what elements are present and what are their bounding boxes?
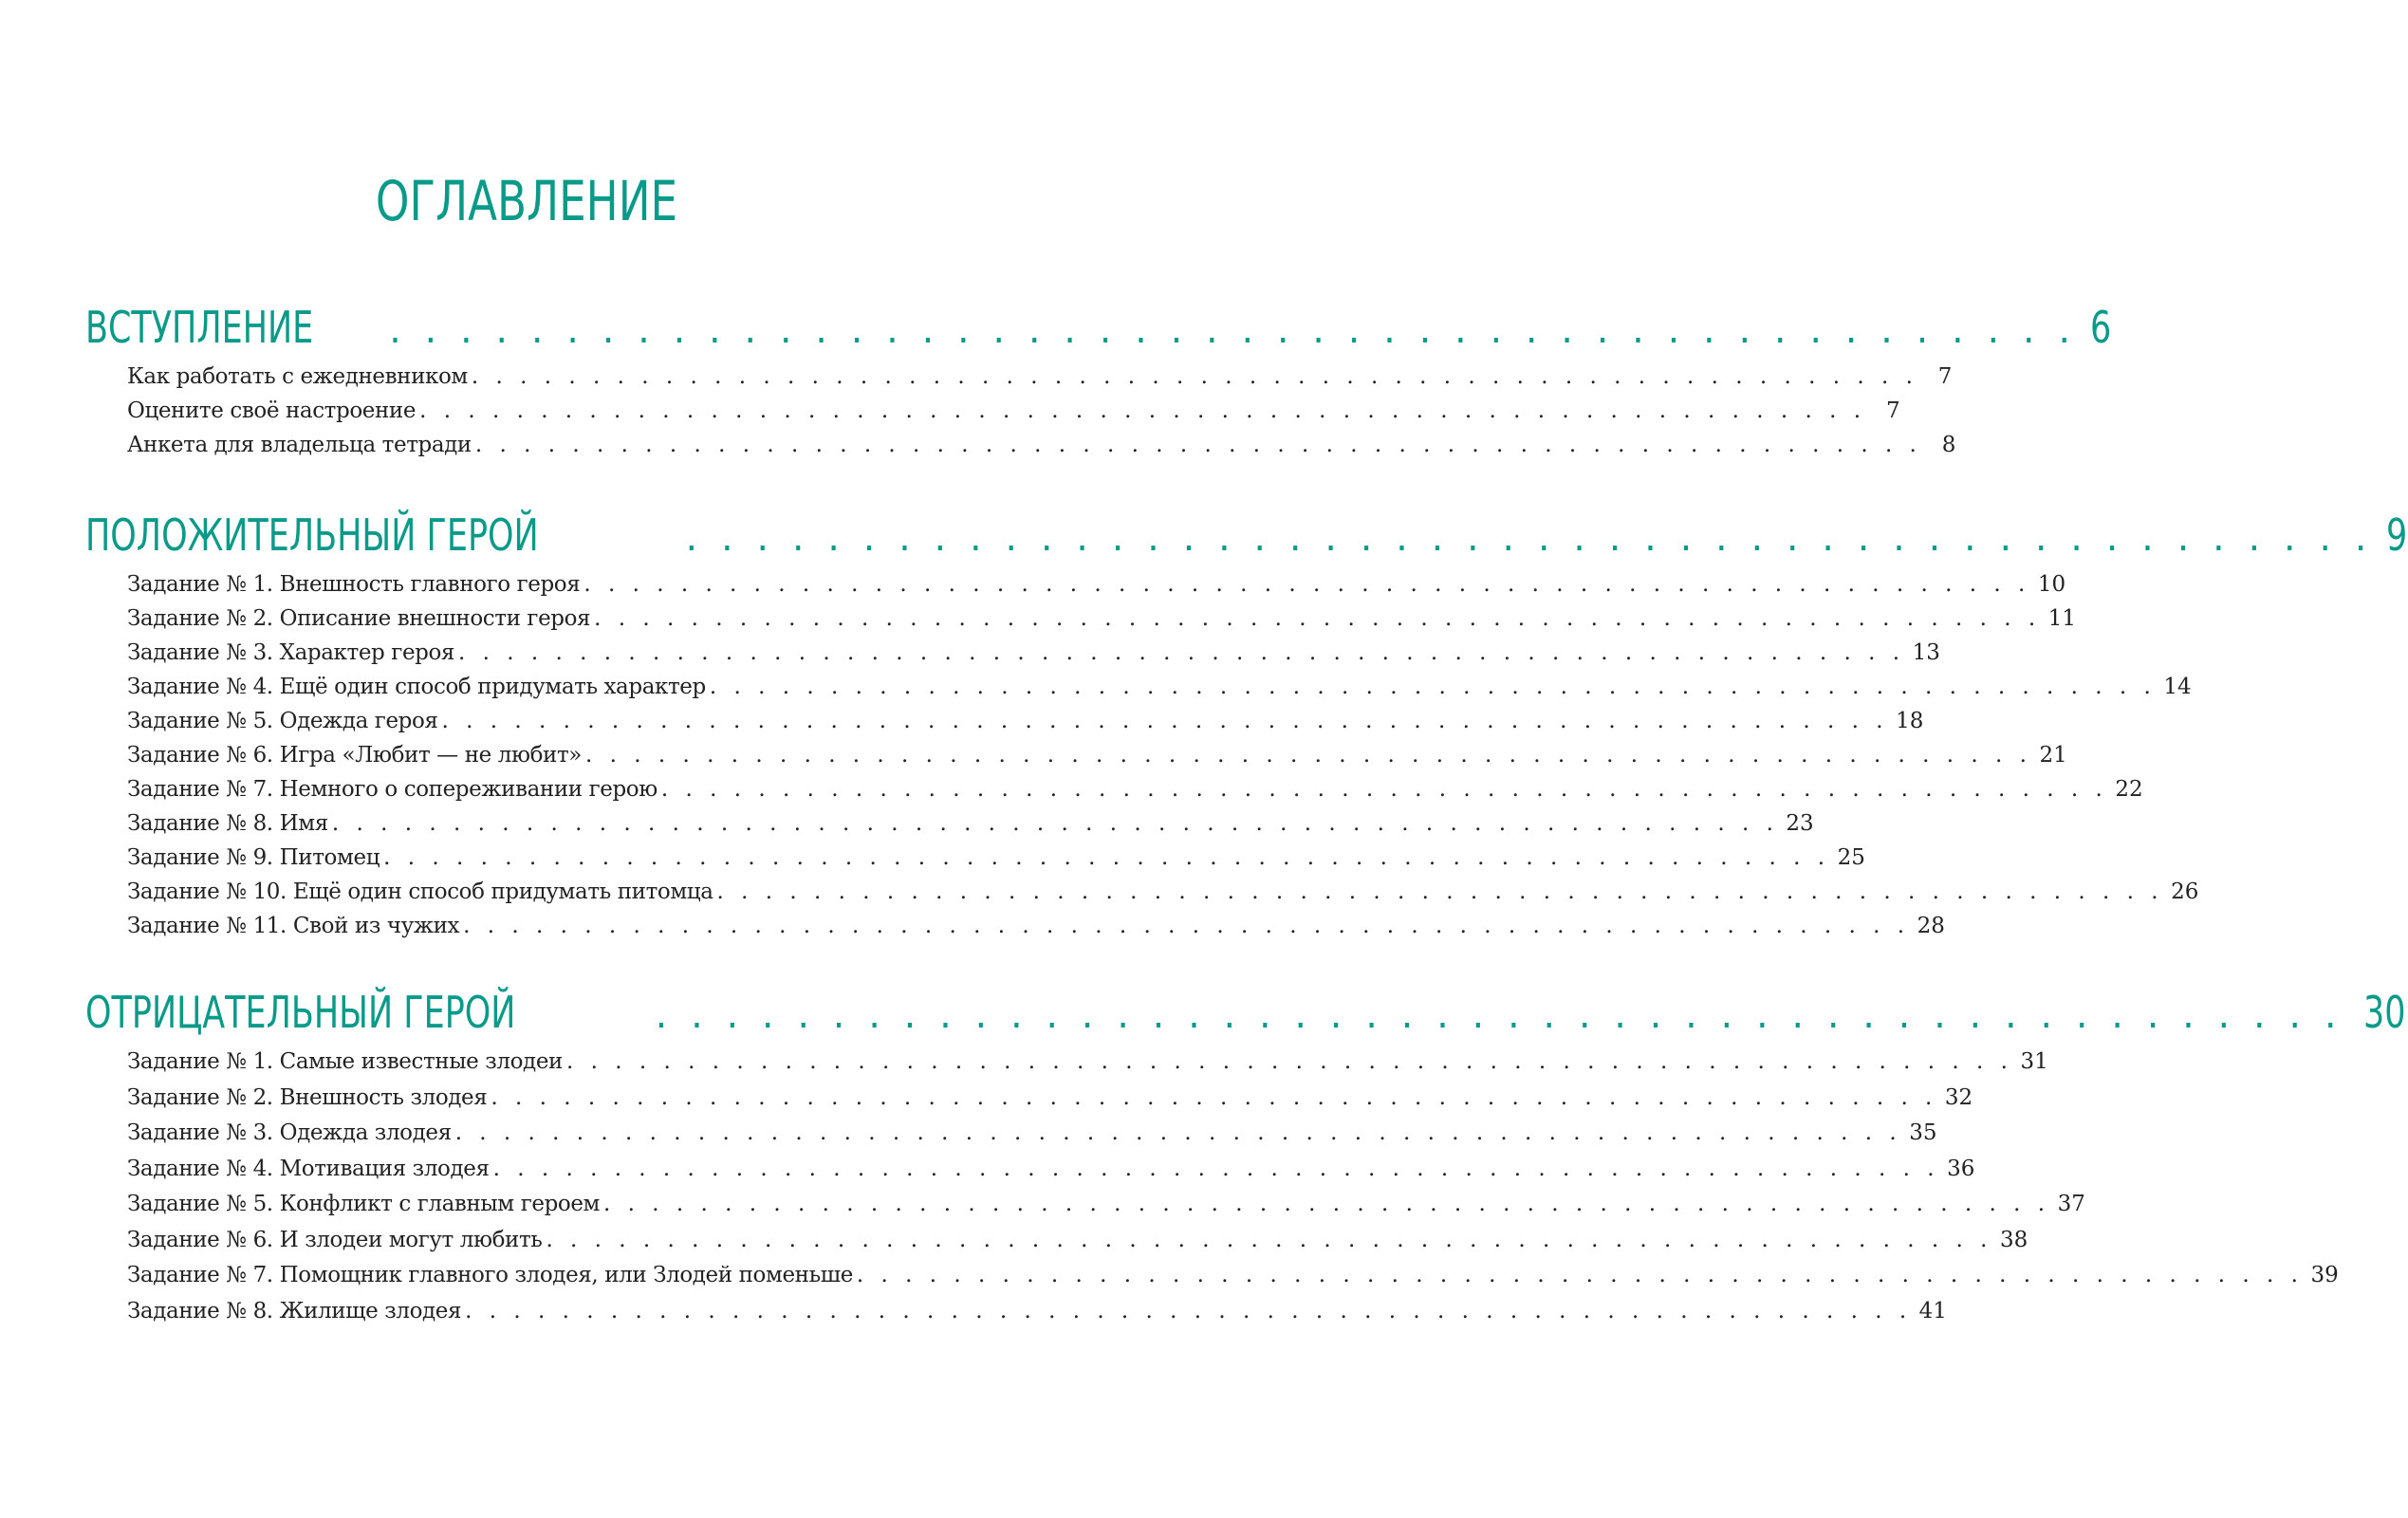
dot-leader: . . . . . . . . . . . . . . . . . . . . . . . . . . . . . . . . . . . . . . . . . . . . . . . . . . . . . . . . . . . . — [565, 1049, 2013, 1074]
dot-leader: . . . . . . . . . . . . . . . . . . . . . . . . . . . . . . . . . . . . . . . . . . . . . . . . . . . . . . . . . . . . — [584, 743, 2032, 768]
entry-label: Задание № 4. Мотивация злодея — [127, 1156, 490, 1181]
section-items — [127, 364, 1956, 467]
toc-entry[interactable] — [127, 606, 2076, 640]
dot-leader: . . . . . . . . . . . . . . . . . . . . . . . . . . . . . . . . . . . . . . . . . . . . . . . . . . . . . . . . . . . . — [465, 1298, 1912, 1324]
entry-page-number: 35 — [1909, 1120, 1937, 1145]
dot-leader: . . . . . . . . . . . . . . . . . . . . . . . . . . . . . . . . . . . . . . . . . . . . . . . . . . . . . . . . . . . . — [594, 606, 2041, 631]
entry-page-number: 13 — [1912, 640, 1940, 665]
section-title: ОТРИЦАТЕЛЬНЫЙ ГЕРОЙ — [85, 987, 516, 1038]
entry-label: Задание № 7. Немного о сопереживании герою — [127, 777, 658, 802]
toc-entry[interactable] — [127, 811, 1814, 845]
entry-label: Задание № 2. Внешность злодея — [127, 1084, 488, 1110]
toc-entry[interactable] — [127, 777, 2143, 811]
toc-entry[interactable] — [127, 845, 1865, 879]
entry-label: Задание № 8. Имя — [127, 811, 328, 836]
dot-leader: . . . . . . . . . . . . . . . . . . . . . . . . . . . . . . . . . . . . . . . . . . . . . . . . . . . . . . . . . . . . — [458, 640, 1905, 665]
dot-leader: . . . . . . . . . . . . . . . . . . . . . . . . . . . . . . . . . . . . . . . . . . . . . . . . . . . . . . . . . . . . — [603, 1192, 2050, 1216]
toc-section-negative-hero — [85, 987, 2406, 1334]
dot-leader: . . . . . . . . . . . . . . . . . . . . . . . . . . . . . . . . . . . . . . . . . . . . . . . . . . . . . . . . . . . . — [463, 914, 1910, 938]
entry-page-number: 8 — [1941, 433, 1956, 457]
dot-leader: . . . . . . . . . . . . . . . . . . . . . . . . . . . . . . . . . . . . . . . . . . . . . . . . . . . . . . . . . . . . — [583, 572, 2030, 597]
toc-entry[interactable] — [127, 1263, 2339, 1299]
dot-leader: . . . . . . . . . . . . . . . . . . . . . . . . . . . . . . . . . . . . . . . . . . . . . . . . — [685, 516, 2373, 560]
toc-entry[interactable] — [127, 433, 1956, 467]
toc-entry[interactable] — [127, 1156, 1975, 1193]
dot-leader: . . . . . . . . . . . . . . . . . . . . . . . . . . . . . . . . . . . . . . . . . . . . . . . . . . . . . . . . . . . . — [474, 433, 1922, 457]
entry-label: Задание № 2. Описание внешности героя — [127, 606, 591, 631]
dot-leader: . . . . . . . . . . . . . . . . . . . . . . . . . . . . . . . . . . . . . . . . . . . . . . . . . . . . . . . . . . . . — [491, 1084, 1937, 1110]
toc-entry[interactable] — [127, 1298, 1947, 1335]
toc-entry[interactable] — [127, 398, 1900, 433]
section-heading[interactable] — [85, 302, 2112, 357]
toc-section-introduction — [85, 302, 2112, 467]
section-heading[interactable] — [85, 987, 2406, 1042]
dot-leader: . . . . . . . . . . . . . . . . . . . . . . . . . . . . . . . . . . . . . . . . . . . . . . . . . . . . . . . . . . . . — [716, 879, 2164, 904]
entry-page-number: 41 — [1918, 1298, 1947, 1324]
section-items — [127, 1049, 2339, 1334]
entry-page-number: 11 — [2047, 606, 2076, 631]
entry-page-number: 22 — [2115, 777, 2143, 802]
toc-entry[interactable] — [127, 709, 1924, 743]
toc-entry[interactable] — [127, 640, 1940, 675]
entry-page-number: 38 — [1999, 1227, 2028, 1252]
dot-leader: . . . . . . . . . . . . . . . . . . . . . . . . . . . . . . . . . . . . . . . . . . . . . . . . . . . . . . . . . . . . — [419, 398, 1866, 423]
dot-leader: . . . . . . . . . . . . . . . . . . . . . . . . . . . . . . . . . . . . . . . . . . . . . . . . . . . . . . . . . . . . — [471, 364, 1918, 389]
dot-leader: . . . . . . . . . . . . . . . . . . . . . . . . . . . . . . . . . . . . . . . . . . . . . . . . . . . . . . . . . . . . — [709, 675, 2157, 699]
entry-page-number: 23 — [1786, 811, 1814, 836]
entry-label: Задание № 5. Конфликт с главным героем — [127, 1192, 601, 1216]
toc-section-positive-hero — [85, 509, 2408, 948]
entry-page-number: 25 — [1837, 845, 1865, 870]
entry-page-number: 14 — [2163, 675, 2192, 699]
entry-page-number: 31 — [2020, 1049, 2048, 1074]
dot-leader: . . . . . . . . . . . . . . . . . . . . . . . . . . . . . . . . . . . . . . . . . . . . . . . . . . . . . . . . . . . . — [660, 777, 2108, 802]
entry-page-number: 26 — [2171, 879, 2199, 904]
entry-page-number: 7 — [1885, 398, 1900, 423]
section-title: ПОЛОЖИТЕЛЬНЫЙ ГЕРОЙ — [85, 509, 539, 561]
entry-label: Задание № 3. Одежда злодея — [127, 1120, 452, 1145]
entry-label: Задание № 5. Одежда героя — [127, 709, 438, 733]
toc-entry[interactable] — [127, 364, 1953, 398]
dot-leader: . . . . . . . . . . . . . . . . . . . . . . . . . . . . . . . . . . . . . . . . . . . . . . . . — [389, 308, 2077, 352]
entry-page-number: 32 — [1944, 1084, 1973, 1110]
dot-leader: . . . . . . . . . . . . . . . . . . . . . . . . . . . . . . . . . . . . . . . . . . . . . . . . . . . . . . . . . . . . — [383, 845, 1830, 870]
entry-label: Анкета для владельца тетради — [127, 433, 472, 457]
toc-entry[interactable] — [127, 572, 2066, 606]
entry-page-number: 37 — [2057, 1192, 2085, 1216]
dot-leader: . . . . . . . . . . . . . . . . . . . . . . . . . . . . . . . . . . . . . . . . . . . . . . . . . . . . . . . . . . . . — [492, 1156, 1940, 1181]
dot-leader: . . . . . . . . . . . . . . . . . . . . . . . . . . . . . . . . . . . . . . . . . . . . . . . . . . . . . . . . . . . . — [331, 811, 1779, 836]
dot-leader: . . . . . . . . . . . . . . . . . . . . . . . . . . . . . . . . . . . . . . . . . . . . . . . . . . . . . . . . . . . . — [441, 709, 1889, 733]
toc-entry[interactable] — [127, 1120, 1937, 1157]
section-page-number: 9 — [2386, 509, 2408, 561]
dot-leader: . . . . . . . . . . . . . . . . . . . . . . . . . . . . . . . . . . . . . . . . . . . . . . . . . . . . . . . . . . . . — [546, 1227, 1992, 1252]
entry-label: Задание № 1. Внешность главного героя — [127, 572, 581, 597]
dot-leader: . . . . . . . . . . . . . . . . . . . . . . . . . . . . . . . . . . . . . . . . . . . . . . . . . . . . . . . . . . . . — [856, 1263, 2304, 1287]
entry-label: Задание № 6. Игра «Любит — не любит» — [127, 743, 582, 768]
entry-page-number: 7 — [1937, 364, 1953, 389]
entry-label: Задание № 3. Характер героя — [127, 640, 455, 665]
entry-page-number: 39 — [2310, 1263, 2339, 1287]
entry-page-number: 28 — [1917, 914, 1945, 938]
entry-label: Задание № 1. Самые известные злодеи — [127, 1049, 563, 1074]
entry-label: Задание № 11. Свой из чужих — [127, 914, 460, 938]
section-title: ВСТУПЛЕНИЕ — [85, 302, 314, 353]
toc-entry[interactable] — [127, 1084, 1973, 1121]
section-items — [127, 572, 2199, 948]
toc-entry[interactable] — [127, 1049, 2048, 1085]
toc-entry[interactable] — [127, 743, 2067, 777]
entry-label: Задание № 6. И злодеи могут любить — [127, 1227, 543, 1252]
toc-title: ОГЛАВЛЕНИЕ — [375, 169, 678, 233]
entry-label: Задание № 10. Ещё один способ придумать питомца — [127, 879, 713, 904]
toc-entry[interactable] — [127, 1192, 2085, 1228]
dot-leader: . . . . . . . . . . . . . . . . . . . . . . . . . . . . . . . . . . . . . . . . . . . . . . . . . . . . . . . . . . . . — [454, 1120, 1902, 1145]
section-heading[interactable] — [85, 509, 2408, 565]
toc-entry[interactable] — [127, 914, 1945, 948]
entry-label: Задание № 9. Питомец — [127, 845, 380, 870]
entry-label: Оцените своё настроение — [127, 398, 417, 423]
section-page-number: 6 — [2090, 302, 2112, 353]
entry-page-number: 36 — [1947, 1156, 1975, 1181]
entry-page-number: 21 — [2039, 743, 2067, 768]
toc-entry[interactable] — [127, 675, 2192, 709]
entry-label: Задание № 8. Жилище злодея — [127, 1298, 462, 1324]
entry-label: Задание № 7. Помощник главного злодея, или Злодей поменьше — [127, 1263, 853, 1287]
dot-leader: . . . . . . . . . . . . . . . . . . . . . . . . . . . . . . . . . . . . . . . . . . . . . . . . — [655, 993, 2343, 1037]
toc-entry[interactable] — [127, 1227, 2028, 1264]
section-page-number: 30 — [2362, 987, 2406, 1038]
toc-entry[interactable] — [127, 879, 2199, 914]
entry-label: Как работать с ежедневником — [127, 364, 468, 389]
entry-page-number: 18 — [1896, 709, 1924, 733]
entry-page-number: 10 — [2037, 572, 2066, 597]
entry-label: Задание № 4. Ещё один способ придумать характер — [127, 675, 706, 699]
